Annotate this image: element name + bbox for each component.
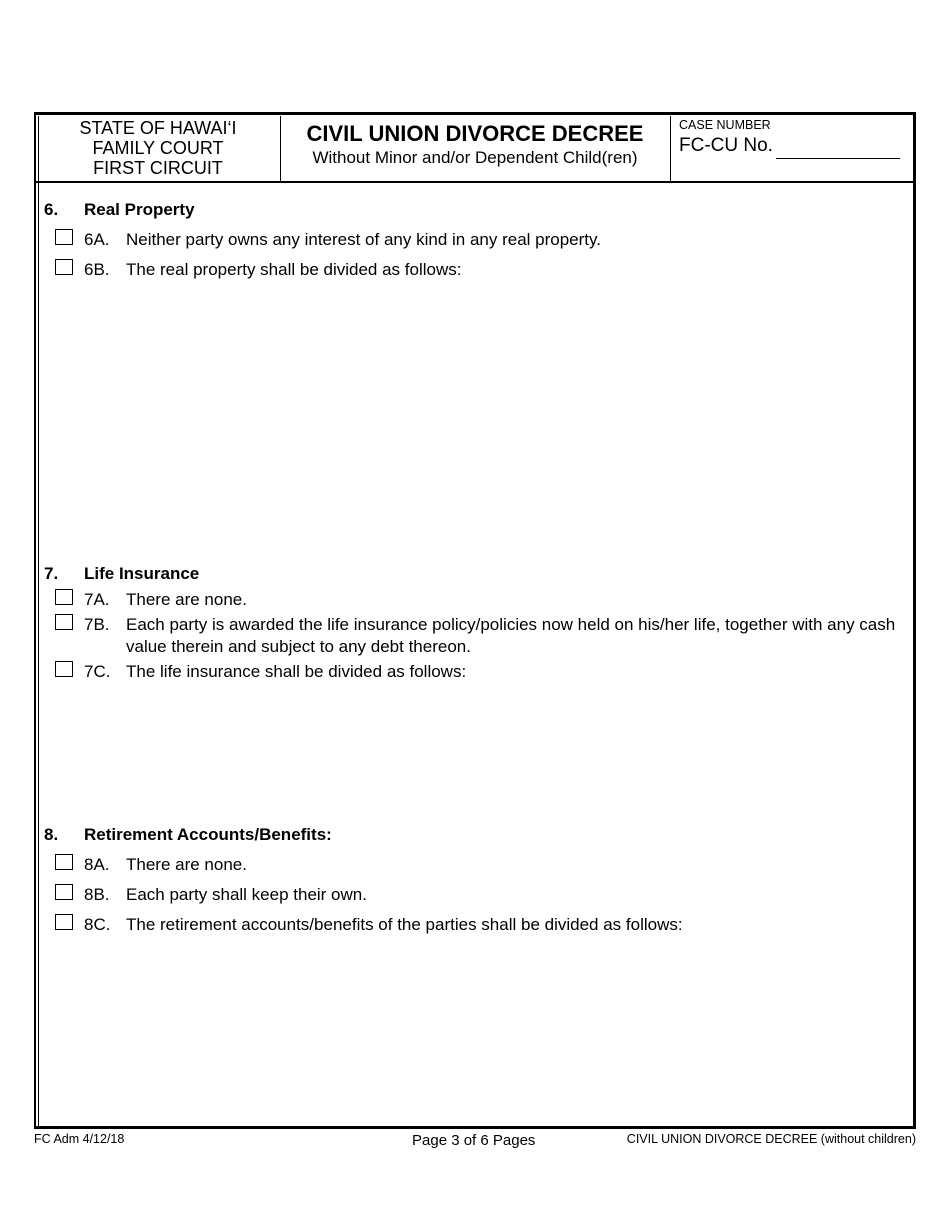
court-line-1: STATE OF HAWAI‘I xyxy=(79,118,237,138)
option-code: 7C. xyxy=(84,662,111,681)
section-number: 6. xyxy=(44,200,59,219)
court-name xyxy=(38,118,278,178)
option-text: There are none. xyxy=(126,855,247,874)
header-divider xyxy=(670,116,671,181)
checkbox-7c[interactable] xyxy=(55,661,73,677)
checkbox-8c[interactable] xyxy=(55,914,73,930)
option-code: 8B. xyxy=(84,885,110,904)
option-code: 6B. xyxy=(84,260,110,279)
document-subtitle: Without Minor and/or Dependent Child(ren) xyxy=(312,148,638,167)
option-code: 7B. xyxy=(84,615,110,634)
section-6-heading xyxy=(44,200,195,220)
section-title: Life Insurance xyxy=(84,564,200,583)
checkbox-6b[interactable] xyxy=(55,259,73,275)
section-number: 7. xyxy=(44,564,59,583)
checkbox-7a[interactable] xyxy=(55,589,73,605)
case-number-field[interactable] xyxy=(776,140,900,159)
option-code: 7A. xyxy=(84,590,110,609)
section-title: Real Property xyxy=(84,200,195,219)
option-text: There are none. xyxy=(126,590,247,609)
header-divider xyxy=(280,116,281,181)
checkbox-6a[interactable] xyxy=(55,229,73,245)
document-name: CIVIL UNION DIVORCE DECREE (without children) xyxy=(626,1132,916,1146)
section-8-heading xyxy=(44,825,332,845)
section-number: 8. xyxy=(44,825,59,844)
section-7-heading xyxy=(44,564,199,584)
page-number: Page 3 of 6 Pages xyxy=(412,1132,536,1149)
option-text: The life insurance shall be divided as follows: xyxy=(126,662,467,681)
court-line-2: FAMILY COURT xyxy=(92,138,224,158)
document-title: CIVIL UNION DIVORCE DECREE xyxy=(306,121,644,146)
option-text: The retirement accounts/benefits of the parties shall be divided as follows: xyxy=(126,915,683,934)
option-text: The real property shall be divided as follows: xyxy=(126,260,462,279)
option-code: 8C. xyxy=(84,915,111,934)
checkbox-8b[interactable] xyxy=(55,884,73,900)
option-code: 6A. xyxy=(84,230,110,249)
checkbox-8a[interactable] xyxy=(55,854,73,870)
form-id: FC Adm 4/12/18 xyxy=(34,1132,125,1146)
court-line-3: FIRST CIRCUIT xyxy=(93,158,223,178)
case-number-block xyxy=(679,117,909,159)
section-title: Retirement Accounts/Benefits: xyxy=(84,825,332,844)
checkbox-7b[interactable] xyxy=(55,614,73,630)
option-code: 8A. xyxy=(84,855,110,874)
case-number-prefix: FC-CU No. xyxy=(679,135,773,156)
option-text: Neither party owns any interest of any kind in any real property. xyxy=(126,230,601,249)
frame-inner-rule xyxy=(38,116,39,1127)
case-number-label: CASE NUMBER xyxy=(679,118,771,132)
document-title-block xyxy=(282,121,668,169)
option-text: Each party shall keep their own. xyxy=(126,885,367,904)
option-text: Each party is awarded the life insurance policy/policies now held on his/her life, together with any cash value therein and subject to any debt thereon. xyxy=(126,615,896,656)
